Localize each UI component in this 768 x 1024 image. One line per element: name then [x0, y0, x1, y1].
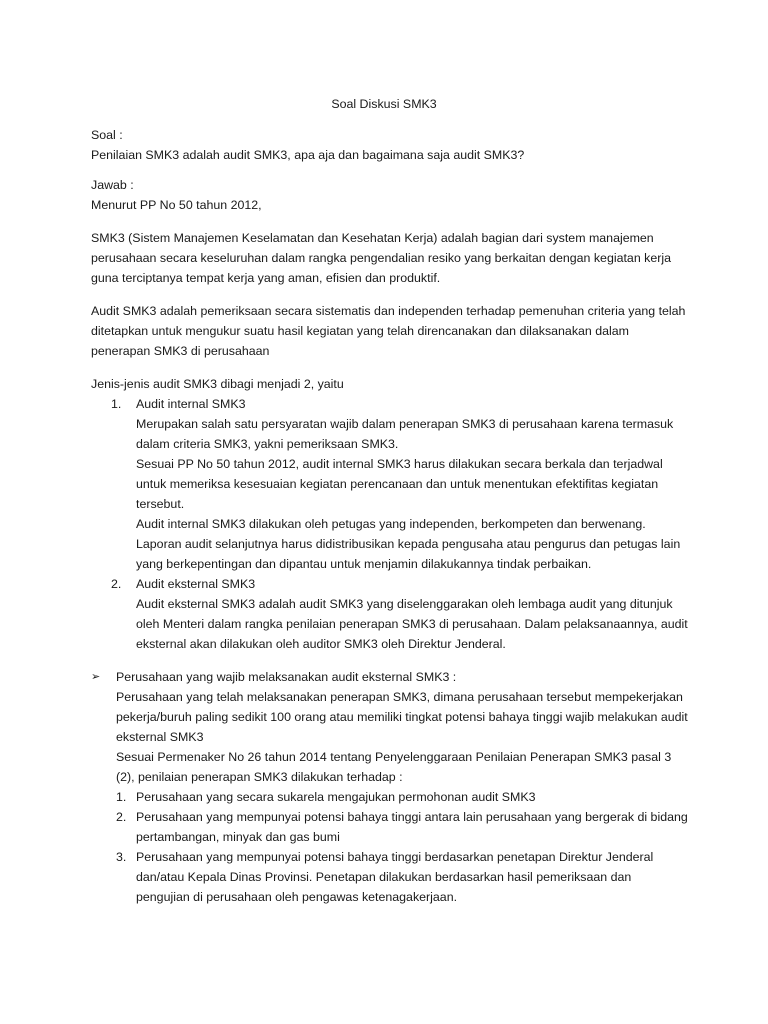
list-item-heading: Audit internal SMK3: [136, 397, 246, 411]
wajib-paragraph: Perusahaan yang telah melaksanakan penerapan SMK3, dimana perusahaan tersebut mempekerjakan pekerja/buruh paling sedikit 100 orang atau memiliki tingkat potensi bahaya tinggi wajib melakukan audit eksternal SMK3: [116, 690, 688, 744]
jenis-intro: Jenis-jenis audit SMK3 dibagi menjadi 2, yaitu: [91, 377, 344, 391]
jawab-label: Jawab :: [91, 178, 134, 192]
audit-types-list: [91, 394, 688, 654]
wajib-paragraph: Sesuai Permenaker No 26 tahun 2014 tentang Penyelenggaraan Penilaian Penerapan SMK3 pasal 3 (2), penilaian penerapan SMK3 dilakukan terhadap :: [116, 750, 672, 784]
wajib-section: [91, 667, 688, 907]
list-item-number: 2.: [116, 810, 127, 824]
list-item: [116, 787, 688, 807]
wajib-list: [116, 787, 688, 907]
list-item-number: 1.: [116, 790, 127, 804]
jawab-intro: Menurut PP No 50 tahun 2012,: [91, 198, 262, 212]
arrow-bullet-icon: ➢: [91, 670, 101, 683]
wajib-heading: Perusahaan yang wajib melaksanakan audit eksternal SMK3 :: [116, 670, 457, 684]
list-item-text: Perusahaan yang mempunyai potensi bahaya tinggi berdasarkan penetapan Direktur Jenderal dan/atau Kepala Dinas Provinsi. Penetapan dilakukan berdasarkan hasil pemeriksaan dan pengujian di perusahaan oleh pengawas ketenagakerjaan.: [136, 850, 654, 904]
list-item: [91, 574, 688, 654]
list-item-number: 1.: [111, 397, 122, 411]
list-item-text: Perusahaan yang secara sukarela mengajukan permohonan audit SMK3: [136, 790, 536, 804]
list-item-number: 3.: [116, 850, 127, 864]
list-item-number: 2.: [111, 577, 122, 591]
list-item-line: Sesuai PP No 50 tahun 2012, audit internal SMK3 harus dilakukan secara berkala dan terjadwal untuk memeriksa kesesuaian kegiatan perencanaan dan untuk menentukan efektifitas kegiatan tersebut.: [136, 457, 663, 511]
document-title: Soal Diskusi SMK3: [331, 97, 437, 111]
list-item-line: Merupakan salah satu persyaratan wajib dalam penerapan SMK3 di perusahaan karena termasuk dalam criteria SMK3, yakni pemeriksaan SMK3.: [136, 417, 674, 451]
soal-label: Soal :: [91, 128, 123, 142]
list-item-text: Perusahaan yang mempunyai potensi bahaya tinggi antara lain perusahaan yang bergerak di bidang pertambangan, minyak dan gas bumi: [136, 810, 688, 844]
list-item: [116, 807, 688, 847]
list-item-line: Audit eksternal SMK3 adalah audit SMK3 yang diselenggarakan oleh lembaga audit yang ditunjuk oleh Menteri dalam rangka penilaian penerapan SMK3 di perusahaan. Dalam pelaksanaannya, audit eksternal akan dilakukan oleh auditor SMK3 oleh Direktur Jenderal.: [136, 597, 688, 651]
list-item: [91, 394, 688, 574]
list-item-heading: Audit eksternal SMK3: [136, 577, 256, 591]
list-item-line: Audit internal SMK3 dilakukan oleh petugas yang independen, berkompeten dan berwenang. Laporan audit selanjutnya harus didistribusikan kepada pengusaha atau pengurus dan petugas lain yang berkepentingan dan dipantau untuk menjamin dilakukannya tindak perbaikan.: [136, 517, 681, 571]
paragraph-smk3-definition: SMK3 (Sistem Manajemen Keselamatan dan Kesehatan Kerja) adalah bagian dari system manajemen perusahaan secara keseluruhan dalam rangka pengendalian resiko yang berkaitan dengan kegiatan kerja guna terciptanya tempat kerja yang aman, efisien dan produktif.: [91, 231, 672, 285]
paragraph-audit-definition: Audit SMK3 adalah pemeriksaan secara sistematis dan independen terhadap pemenuhan criteria yang telah ditetapkan untuk mengukur suatu hasil kegiatan yang telah direncanakan dan dilaksanakan dalam penerapan SMK3 di perusahaan: [91, 304, 686, 358]
list-item: [116, 847, 688, 907]
soal-text: Penilaian SMK3 adalah audit SMK3, apa aja dan bagaimana saja audit SMK3?: [91, 148, 525, 162]
